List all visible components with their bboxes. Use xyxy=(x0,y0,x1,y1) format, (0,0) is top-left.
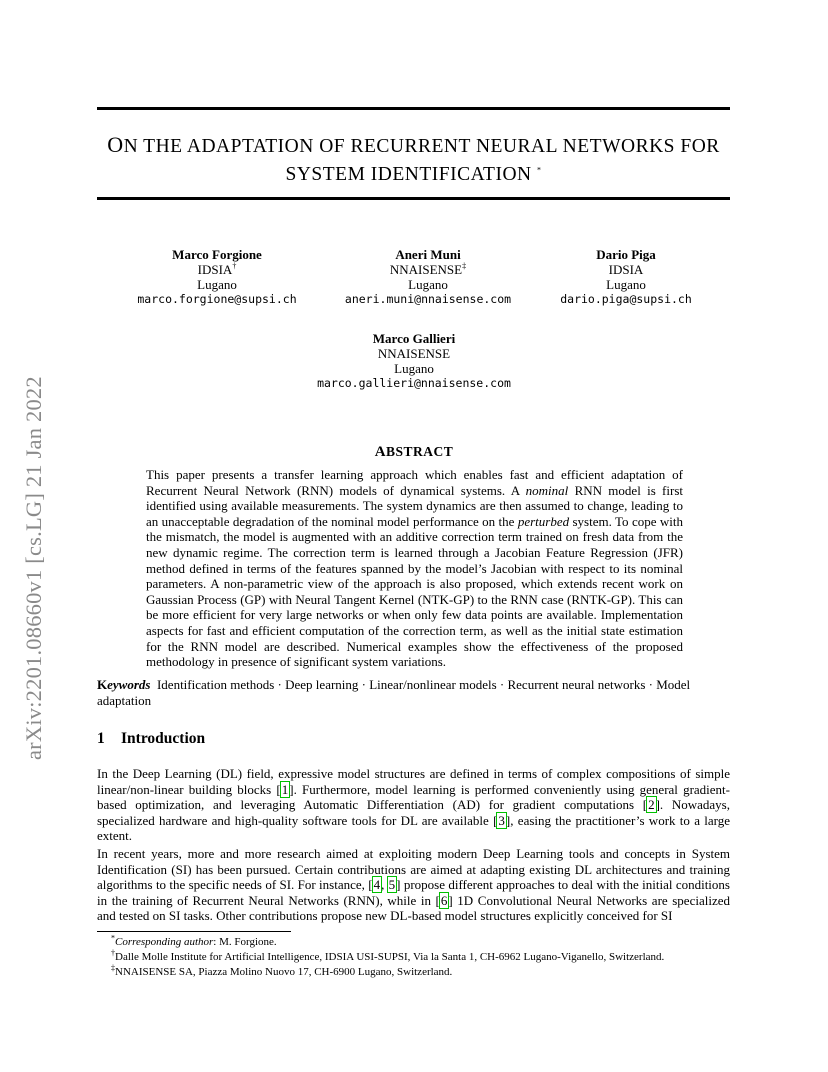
footnote xyxy=(111,935,731,950)
abstract-heading-rest: BSTRACT xyxy=(386,444,454,459)
footnote-text: : M. Forgione. xyxy=(213,936,277,948)
affiliation-footnote-mark[interactable]: ‡ xyxy=(462,261,467,271)
section-title: Introduction xyxy=(121,730,206,747)
author-email[interactable]: dario.piga@supsi.ch xyxy=(560,292,692,306)
abstract-emphasis: perturbed xyxy=(517,513,570,529)
title-line-1: N THE ADAPTATION OF RECURRENT NEURAL NETWORKS FOR xyxy=(123,136,720,157)
author-city: Lugano xyxy=(606,277,646,292)
title-top-rule xyxy=(97,107,730,110)
text-run: , easing the practitioner’s work to a large extent. xyxy=(97,812,730,844)
author-email[interactable]: marco.gallieri@nnaisense.com xyxy=(317,376,511,390)
footnote xyxy=(111,965,731,980)
text-run: . Nowadays, specialized hardware and high-quality software tools for DL are available xyxy=(97,797,730,828)
footnote-mark: † xyxy=(111,948,115,958)
citation-separator: , xyxy=(381,877,388,893)
footnote-text: Dalle Molle Institute for Artificial Intelligence, IDSIA USI-SUPSI, Via la Santa 1, CH-6962 Lugano-Viganello, Switzerland. xyxy=(115,951,665,963)
keywords-label xyxy=(97,677,150,692)
abstract-part: system. To cope with the mismatch, the model is augmented with an additive correction term trained on fresh data from the new dynamic regime. The correction term is learned through a Jacobian Feature Regression (JFR) method defined in terms of the features spanned by the model’s Jacobian with respect to its nominal parameters. A non-parametric view of the approach is also proposed, which extends recent work on Gaussian Process (GP) with Neural Tangent Kernel (NTK-GP) to the RNN case (RNTK-GP). This can be more efficient for very large networks or when only few data points are available. Implementation aspects for fast and efficient computation of the correction term, as well as the initial state estimation for the RNN model are described. Numerical examples show the effectiveness of the proposed methodology in presence of significant system variations. xyxy=(146,513,683,670)
text-run: . Furthermore, model learning is performed conveniently using general gradient-based optimization, and leveraging Automatic Differentiation (AD) for gradient computations xyxy=(97,781,730,813)
citation-link[interactable]: 3 xyxy=(498,812,505,828)
section-number: 1 xyxy=(97,730,105,747)
title-line-2: SYSTEM IDENTIFICATION xyxy=(285,164,532,185)
author-name: Marco Gallieri xyxy=(372,331,456,346)
intro-paragraph-1: In the Deep Learning (DL) field, expressive model structures are defined in terms of complex compositions of simple linear/non-linear building blocks [1]. Furthermore, model learning is performed conveniently using general gradient-based optimization, and leveraging Automatic Differentiation (AD) for gradient computations [2]. Nowadays, specialized hardware and high-quality software tools for DL are available [3], easing the practitioner’s work to a large extent. xyxy=(97,766,730,844)
author-name: Aneri Muni xyxy=(395,247,461,262)
footnote-mark: ‡ xyxy=(111,963,115,973)
author-city: Lugano xyxy=(394,361,434,376)
paper-title xyxy=(97,131,730,189)
footnote-text: NNAISENSE SA, Piazza Molino Nuovo 17, CH-6900 Lugano, Switzerland. xyxy=(115,966,453,978)
author-email[interactable]: aneri.muni@nnaisense.com xyxy=(344,292,512,306)
author-name: Marco Forgione xyxy=(172,247,262,262)
author-affiliation: IDSIA xyxy=(608,262,644,277)
keywords-label-initial: K xyxy=(97,677,108,692)
footnote-label: Corresponding author xyxy=(115,936,214,948)
citation-link[interactable]: 4 xyxy=(373,877,381,893)
keywords-label-rest: eywords xyxy=(107,677,151,692)
citation-link[interactable]: 2 xyxy=(648,797,655,813)
text-run: 1D Convolutional Neural Networks are specialized and tested on SI tasks. Other contributions propose new DL-based model structures explicitly conceived for SI xyxy=(97,892,730,924)
abstract-heading xyxy=(0,444,828,461)
text-run: In the Deep Learning (DL) field, expressive model structures are defined in terms of complex compositions of simple linear/non-linear building blocks xyxy=(97,766,730,797)
affiliation-footnote-mark[interactable]: † xyxy=(232,261,237,271)
intro-paragraph-2: In recent years, more and more research aimed at exploiting modern Deep Learning tools and concepts in System Identification (SI) has been pursued. Certain contributions are aimed at adapting existing DL architectures and training algorithms to the specific needs of SI. For instance, [4, 5] propose different approaches to deal with the initial conditions in the training of Recurrent Neural Networks (RNN), while in [6] 1D Convolutional Neural Networks are specialized and tested on SI tasks. Other contributions propose new DL-based model structures explicitly conceived for SI xyxy=(97,846,730,924)
abstract-part: RNN model is first identified using available measurements. The system dynamics are then assumed to change, leading to an unacceptable degradation of the nominal model performance on the xyxy=(146,482,683,529)
title-bottom-rule xyxy=(97,197,730,200)
author-affiliation: IDSIA xyxy=(197,262,233,277)
footnote-mark: * xyxy=(111,933,115,943)
abstract-part: This paper presents a transfer learning approach which enables fast and efficient adaptation of Recurrent Neural Network (RNN) models of dynamical systems. A xyxy=(146,467,683,498)
title-initial: O xyxy=(107,132,124,157)
footnote-rule xyxy=(97,931,291,932)
citation-link[interactable]: 1 xyxy=(281,781,289,797)
footnote xyxy=(111,950,731,965)
abstract-heading-initial: A xyxy=(374,444,387,460)
author-block xyxy=(328,247,528,307)
author-affiliation: NNAISENSE xyxy=(377,346,451,361)
author-block xyxy=(314,331,514,391)
author-affiliation: NNAISENSE xyxy=(389,262,463,277)
arxiv-identifier: arXiv:2201.08660v1 [cs.LG] 21 Jan 2022 xyxy=(21,376,46,760)
author-block xyxy=(526,247,726,307)
abstract-text xyxy=(146,467,683,670)
author-email[interactable]: marco.forgione@supsi.ch xyxy=(137,292,297,306)
author-name: Dario Piga xyxy=(596,247,656,262)
abstract-emphasis: nominal xyxy=(525,482,569,498)
keywords-list: Identification methods · Deep learning · Linear/nonlinear models · Recurrent neural networks · Model adaptation xyxy=(97,677,691,708)
citation-link[interactable]: 5 xyxy=(388,877,396,893)
text-run: In recent years, more and more research aimed at exploiting modern Deep Learning tools and concepts in System Identification (SI) has been pursued. Certain contributions are aimed at adapting existing DL architectures and training algorithms to the specific needs of SI. For instance, xyxy=(97,846,730,893)
section-heading xyxy=(97,730,205,748)
keywords xyxy=(97,677,730,708)
footnotes xyxy=(111,935,731,980)
author-city: Lugano xyxy=(408,277,448,292)
title-footnote-mark[interactable]: * xyxy=(537,165,542,175)
author-city: Lugano xyxy=(197,277,237,292)
author-block xyxy=(117,247,317,307)
citation-link[interactable]: 6 xyxy=(440,892,448,908)
text-run: propose different approaches to deal with the initial conditions in the training of Recurrent Neural Networks (RNN), while in xyxy=(97,877,730,908)
